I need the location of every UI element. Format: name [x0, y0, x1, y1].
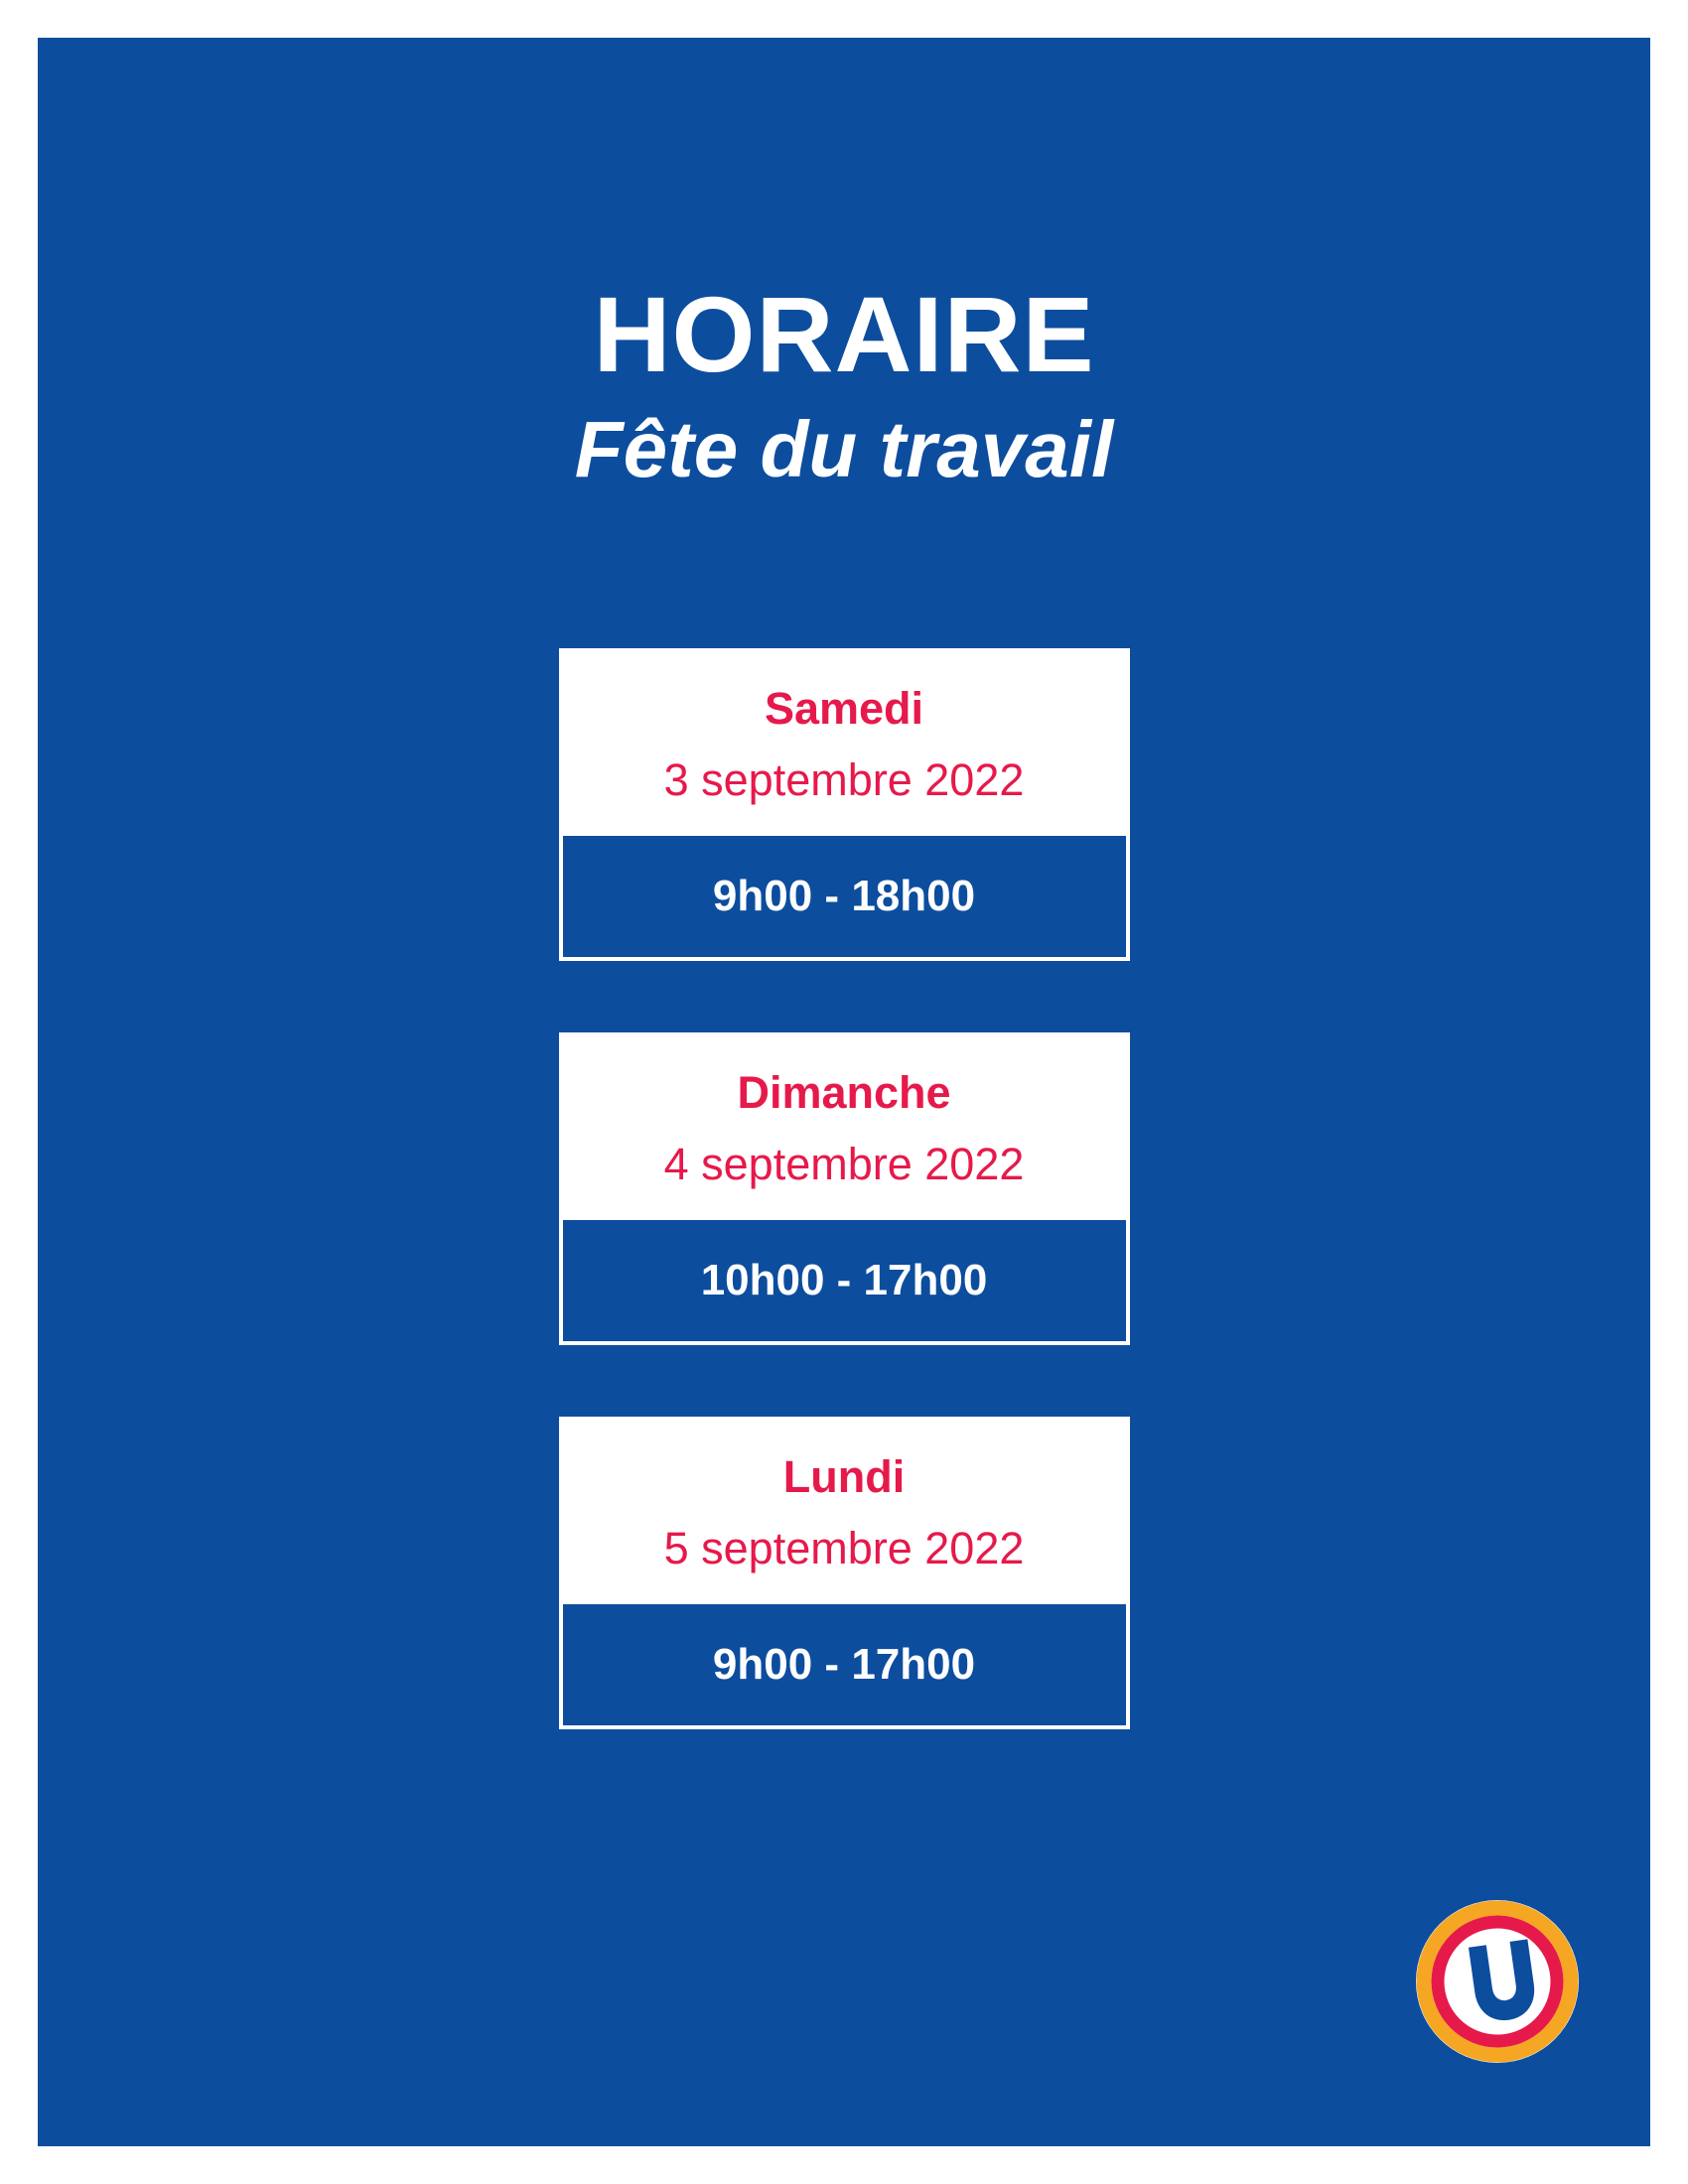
schedule-list	[38, 648, 1650, 1729]
page-subtitle: Fête du travail	[574, 405, 1114, 493]
page-title: HORAIRE	[593, 274, 1095, 394]
schedule-date: 5 septembre 2022	[663, 1523, 1025, 1573]
u-logo	[1414, 1898, 1581, 2065]
schedule-day: Lundi	[782, 1451, 906, 1502]
poster-header	[38, 38, 1650, 493]
schedule-card	[559, 1417, 1130, 1729]
poster	[38, 38, 1650, 2146]
schedule-day: Dimanche	[737, 1067, 951, 1118]
schedule-card-header	[559, 648, 1130, 832]
schedule-card	[559, 1032, 1130, 1345]
schedule-card-header	[559, 1417, 1130, 1600]
schedule-card-header	[559, 1032, 1130, 1216]
schedule-date: 3 septembre 2022	[663, 754, 1025, 805]
schedule-hours: 9h00 - 17h00	[559, 1600, 1130, 1729]
schedule-card	[559, 648, 1130, 961]
schedule-day: Samedi	[764, 683, 924, 734]
schedule-hours: 9h00 - 18h00	[559, 832, 1130, 961]
schedule-hours: 10h00 - 17h00	[559, 1216, 1130, 1345]
schedule-date: 4 septembre 2022	[663, 1139, 1025, 1189]
